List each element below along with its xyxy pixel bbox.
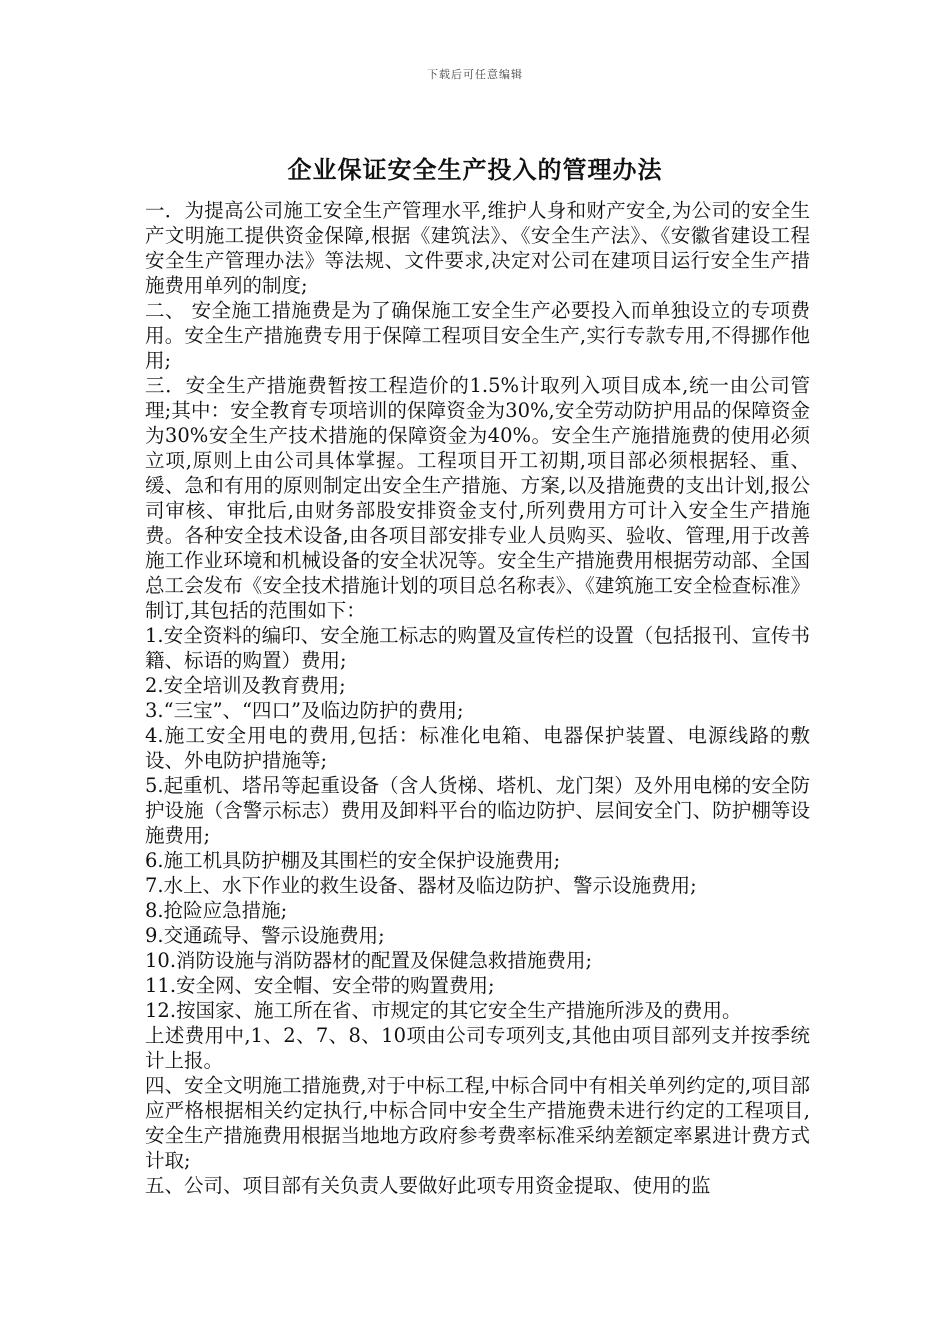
- document-title: 企业保证安全生产投入的管理办法: [287, 155, 663, 184]
- paragraph-4: 四、安全文明施工措施费,对于中标工程,中标合同中有相关单列约定的,项目部应严格根据相关约定执行,中标合同中安全生产措施费未进行约定的工程项目,安全生产措施费用根据当地地方政府参考费率标准采纳差额定率累进计费方式计取;: [145, 1074, 810, 1172]
- paragraph-3: 三．安全生产措施费暂按工程造价的1.5%计取列入项目成本,统一由公司管理;其中：安全教育专项培训的保障资金为30%,安全劳动防护用品的保障资金为30%安全生产技术措施的保障资金为40%。安全生产施措施费的使用必须立项,原则上由公司具体掌握。工程项目开工初期,项目部必须根据轻、重、缓、急和有用的原则制定出安全生产措施、方案,以及措施费的支出计划,报公司审核、审批后,由财务部股安排资金支付,所列费用方可计入安全生产措施费。各种安全技术设备,由各项目部安排专业人员购买、验收、管理,用于改善施工作业环境和机械设备的安全状况等。安全生产措施费用根据劳动部、全国总工会发布《安全技术措施计划的项目总名称表》、《建筑施工安全检查标准》制订,其包括的范围如下：: [145, 374, 810, 622]
- list-item-8: 8.抢险应急措施;: [145, 899, 288, 922]
- header-note: 下载后可任意编辑: [427, 68, 523, 81]
- document-body: [145, 198, 810, 1198]
- list-item-10: 10.消防设施与消防器材的配置及保健急救措施费用;: [145, 949, 593, 972]
- list-item-9: 9.交通疏导、警示设施费用;: [145, 924, 385, 947]
- list-item-1: 1.安全资料的编印、安全施工标志的购置及宣传栏的设置（包括报刊、宣传书籍、标语的购置）费用;: [145, 624, 810, 672]
- list-item-12: 12.按国家、施工所在省、市规定的其它安全生产措施所涉及的费用。: [145, 999, 742, 1022]
- paragraph-5: 五、公司、项目部有关负责人要做好此项专用资金提取、使用的监: [145, 1174, 711, 1197]
- paragraph-1: 一．为提高公司施工安全生产管理水平,维护人身和财产安全,为公司的安全生产文明施工提供资金保障,根据《建筑法》、《安全生产法》、《安徽省建设工程安全生产管理办法》等法规、文件要求,决定对公司在建项目运行安全生产措施费用单列的制度;: [145, 199, 810, 297]
- list-item-2: 2.安全培训及教育费用;: [145, 674, 346, 697]
- list-item-7: 7.水上、水下作业的救生设备、器材及临边防护、警示设施费用;: [145, 874, 697, 897]
- paragraph-2: 二、 安全施工措施费是为了确保施工安全生产必要投入而单独设立的专项费用。安全生产措施费专用于保障工程项目安全生产,实行专款专用,不得挪作他用;: [145, 299, 810, 372]
- list-item-4: 4.施工安全用电的费用,包括：标准化电箱、电器保护装置、电源线路的敷设、外电防护措施等;: [145, 724, 810, 772]
- list-item-5: 5.起重机、塔吊等起重设备（含人货梯、塔机、龙门架）及外用电梯的安全防护设施（含警示标志）费用及卸料平台的临边防护、层间安全门、防护棚等设施费用;: [145, 774, 810, 847]
- list-item-6: 6.施工机具防护棚及其围栏的安全保护设施费用;: [145, 849, 561, 872]
- list-item-3: 3.“三宝”、“四口”及临边防护的费用;: [145, 699, 464, 722]
- paragraph-expense-note: 上述费用中,1、2、7、8、10项由公司专项列支,其他由项目部列支并按季统计上报。: [145, 1024, 810, 1072]
- list-item-11: 11.安全网、安全帽、安全带的购置费用;: [145, 974, 495, 997]
